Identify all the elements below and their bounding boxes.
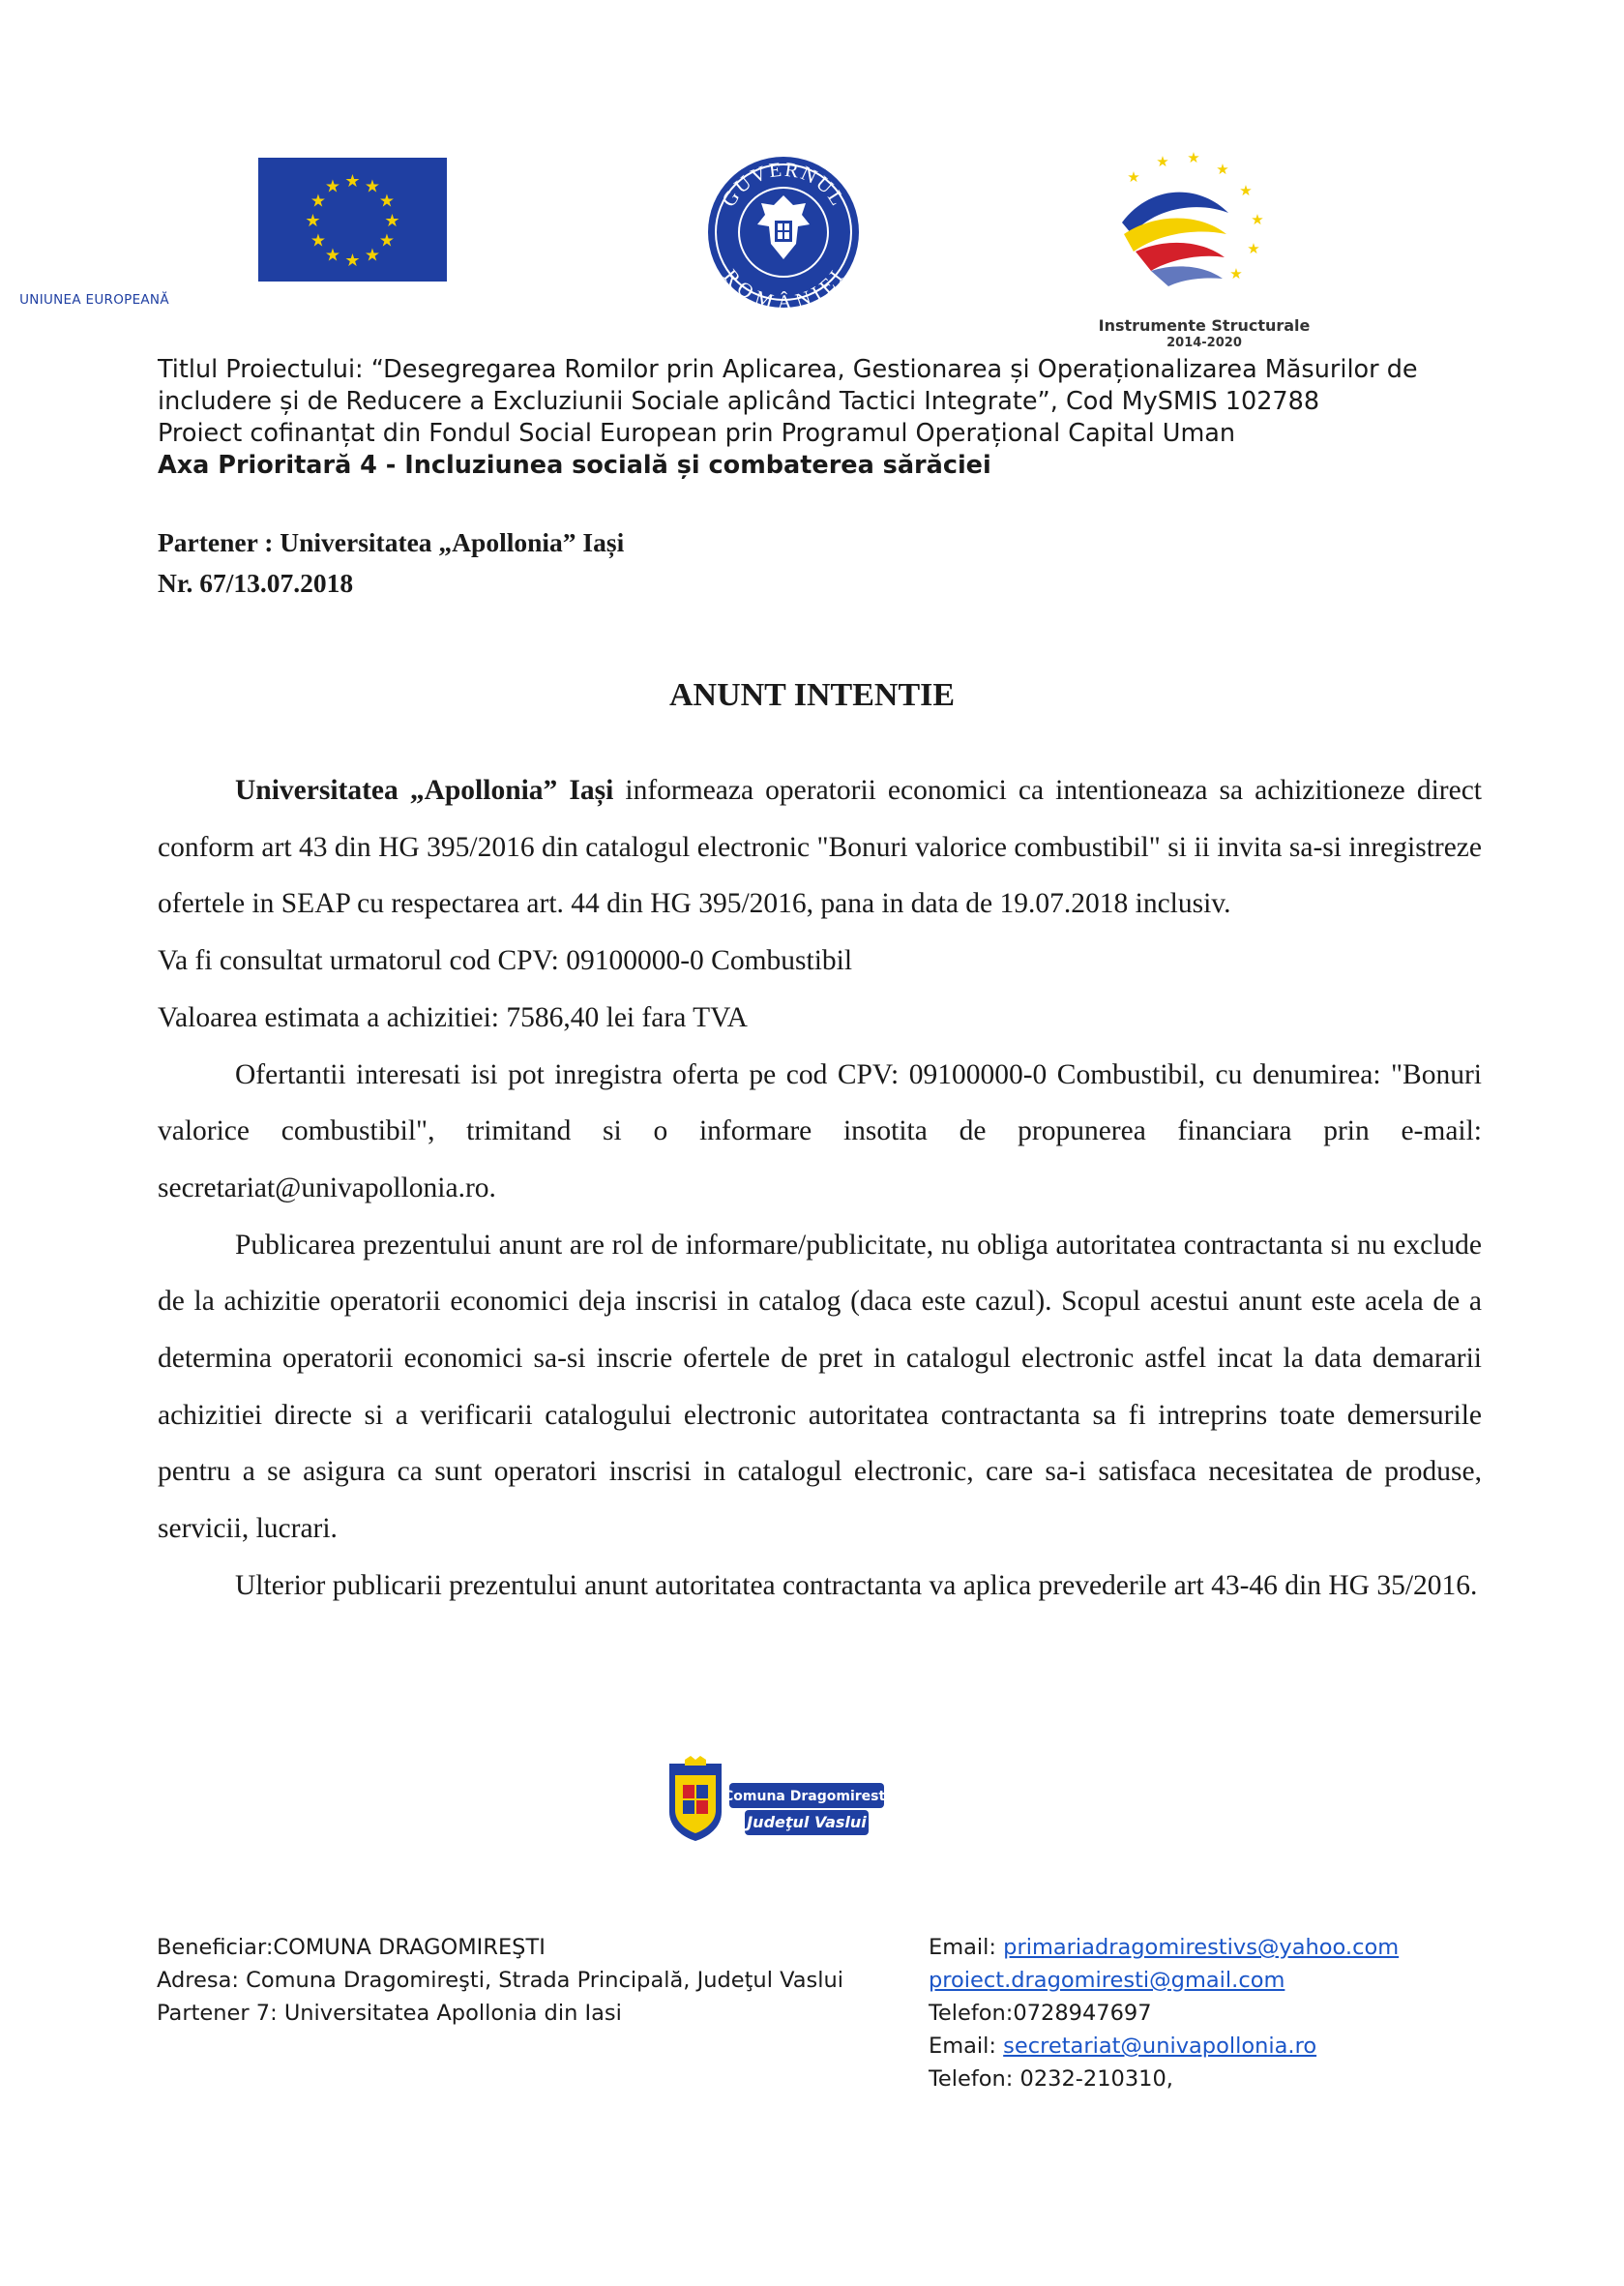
beneficiary-line: Beneficiar:COMUNA DRAGOMIREŞTI bbox=[157, 1935, 546, 1960]
svg-text:★: ★ bbox=[310, 230, 327, 252]
partner-name: Partener : Universitatea „Apollonia” Iași bbox=[158, 527, 625, 557]
svg-text:★: ★ bbox=[310, 191, 327, 212]
paragraph-intro bbox=[158, 762, 1482, 933]
gov-label-bottom: ROMÂNIEI bbox=[719, 264, 849, 310]
structural-instruments-label: Instrumente Structurale bbox=[1098, 316, 1311, 335]
svg-text:★: ★ bbox=[1156, 153, 1169, 170]
document-body bbox=[158, 762, 1482, 1615]
svg-text:★: ★ bbox=[1247, 240, 1260, 257]
svg-text:★: ★ bbox=[344, 251, 361, 271]
svg-text:★: ★ bbox=[1229, 265, 1243, 282]
svg-text:★: ★ bbox=[364, 176, 381, 197]
header-logos bbox=[0, 0, 1624, 348]
document-number: Nr. 67/13.07.2018 bbox=[158, 568, 354, 598]
commune-coat-of-arms-icon bbox=[665, 1756, 888, 1843]
svg-text:★: ★ bbox=[1216, 161, 1229, 178]
paragraph-value: Valoarea estimata a achizitiei: 7586,40 lei fara TVA bbox=[158, 1001, 748, 1033]
government-seal-icon bbox=[701, 155, 866, 310]
paragraph-offers: Ofertantii interesati isi pot inregistra oferta pe cod CPV: 09100000-0 Combustibil, cu denumirea: "Bonuri valorice combustibil", trimitand si o informare insotita de propunerea financiara prin e-mail: secretariat@univapollonia.ro. bbox=[158, 1058, 1482, 1203]
email-link-secretariat[interactable]: secretariat@univapollonia.ro bbox=[1003, 2034, 1317, 2059]
address-line: Adresa: Comuna Dragomireşti, Strada Principală, Judeţul Vaslui bbox=[157, 1968, 844, 1993]
project-header bbox=[158, 354, 1473, 482]
paragraph-cpv: Va fi consultat urmatorul cod CPV: 09100000-0 Combustibil bbox=[158, 945, 853, 977]
svg-text:★: ★ bbox=[378, 191, 396, 212]
phone-row-2: Telefon: 0232-210310, bbox=[929, 2066, 1173, 2092]
svg-text:★: ★ bbox=[1251, 211, 1264, 228]
paragraph-final: Ulterior publicarii prezentului anunt autoritatea contractanta va aplica prevederile art 43-46 din HG 35/2016. bbox=[235, 1569, 1478, 1601]
project-funding-line: Proiect cofinanțat din Fondul Social European prin Programul Operațional Capital Uman bbox=[158, 419, 1236, 448]
eu-flag-icon bbox=[258, 158, 447, 282]
email-label: Email: bbox=[929, 1935, 1004, 1960]
email-link-primarie[interactable]: primariadragomirestivs@yahoo.com bbox=[1003, 1935, 1400, 1960]
svg-text:★: ★ bbox=[364, 245, 381, 266]
commune-logo-line-2: Judeţul Vaslui bbox=[747, 1813, 867, 1831]
svg-text:★: ★ bbox=[324, 176, 341, 197]
structural-instruments-years: 2014-2020 bbox=[1166, 336, 1242, 350]
eu-label: UNIUNEA EUROPEANĂ bbox=[19, 292, 169, 308]
phone-row-1: Telefon:0728947697 bbox=[929, 2001, 1152, 2026]
footer-beneficiary bbox=[157, 1931, 843, 2030]
partner-line: Partener 7: Universitatea Apollonia din Iasi bbox=[157, 2001, 622, 2026]
eu-logo bbox=[258, 158, 447, 285]
document-title: ANUNT INTENTIE bbox=[668, 677, 956, 713]
svg-text:★: ★ bbox=[305, 211, 321, 231]
paragraph-publicity: Publicarea prezentului anunt are rol de informare/publicitate, nu obliga autoritatea contractanta si nu exclude de la achizitie operatorii economici deja inscrisi in catalog (daca este cazul). Scopul acestui anunt este acela de a determina operatorii economici sa-si inscrie ofertele de pret in catalogul electronic astfel incat la data demararii achizitiei directe si a verificarii catalogului electronic autoritatea contractanta sa fi intreprins toate demersurile pentru a se asigura ca sunt operatori inscrisi in catalogul electronic, care sa-i satisfaca necesitatea de produse, servicii, lucrari. bbox=[158, 1229, 1482, 1545]
gov-label-top: GUVERNUL bbox=[717, 157, 851, 211]
svg-text:★: ★ bbox=[324, 245, 341, 266]
email-label-2: Email: bbox=[929, 2034, 1004, 2059]
email-row-2 bbox=[929, 1964, 1399, 1997]
structural-instruments-icon bbox=[1093, 145, 1315, 319]
government-romania-logo bbox=[701, 155, 866, 310]
commune-logo-line-1: Comuna Dragomiresti bbox=[723, 1789, 888, 1804]
svg-text:★: ★ bbox=[1127, 168, 1140, 186]
email-row-3 bbox=[929, 2030, 1399, 2063]
svg-text:★: ★ bbox=[344, 171, 361, 192]
priority-axis-line: Axa Prioritară 4 - Incluziunea socială și combaterea sărăciei bbox=[158, 451, 991, 480]
partner-block bbox=[158, 522, 624, 604]
svg-text:★: ★ bbox=[378, 230, 396, 252]
email-link-proiect[interactable]: proiect.dragomiresti@gmail.com bbox=[929, 1968, 1285, 1993]
project-title-line-2: includere și de Reducere a Excluziunii Sociale aplicând Tactici Integrate”, Cod MySMIS 102788 bbox=[158, 387, 1320, 416]
svg-text:★: ★ bbox=[384, 211, 400, 231]
project-title-line-1: Titlul Proiectului: “Desegregarea Romilor prin Aplicarea, Gestionarea și Operaționalizarea Măsurilor de bbox=[158, 355, 1418, 384]
svg-text:★: ★ bbox=[1187, 149, 1200, 166]
university-name: Universitatea „Apollonia” Iași bbox=[235, 775, 614, 806]
svg-text:★: ★ bbox=[1239, 182, 1253, 199]
footer-contacts bbox=[929, 1931, 1399, 2095]
commune-logo bbox=[665, 1756, 888, 1843]
paragraph-intro-text: informeaza operatorii economici ca intentioneaza sa achizitioneze direct conform art 43 din HG 395/2016 din catalogul electronic "Bonuri valorice combustibil" si ii invita sa-si inregistreze ofertele in SEAP cu respectarea art. 44 din HG 395/2016, pana in data de 19.07.2018 inclusiv. bbox=[158, 775, 1483, 920]
email-row-1 bbox=[929, 1931, 1399, 1964]
